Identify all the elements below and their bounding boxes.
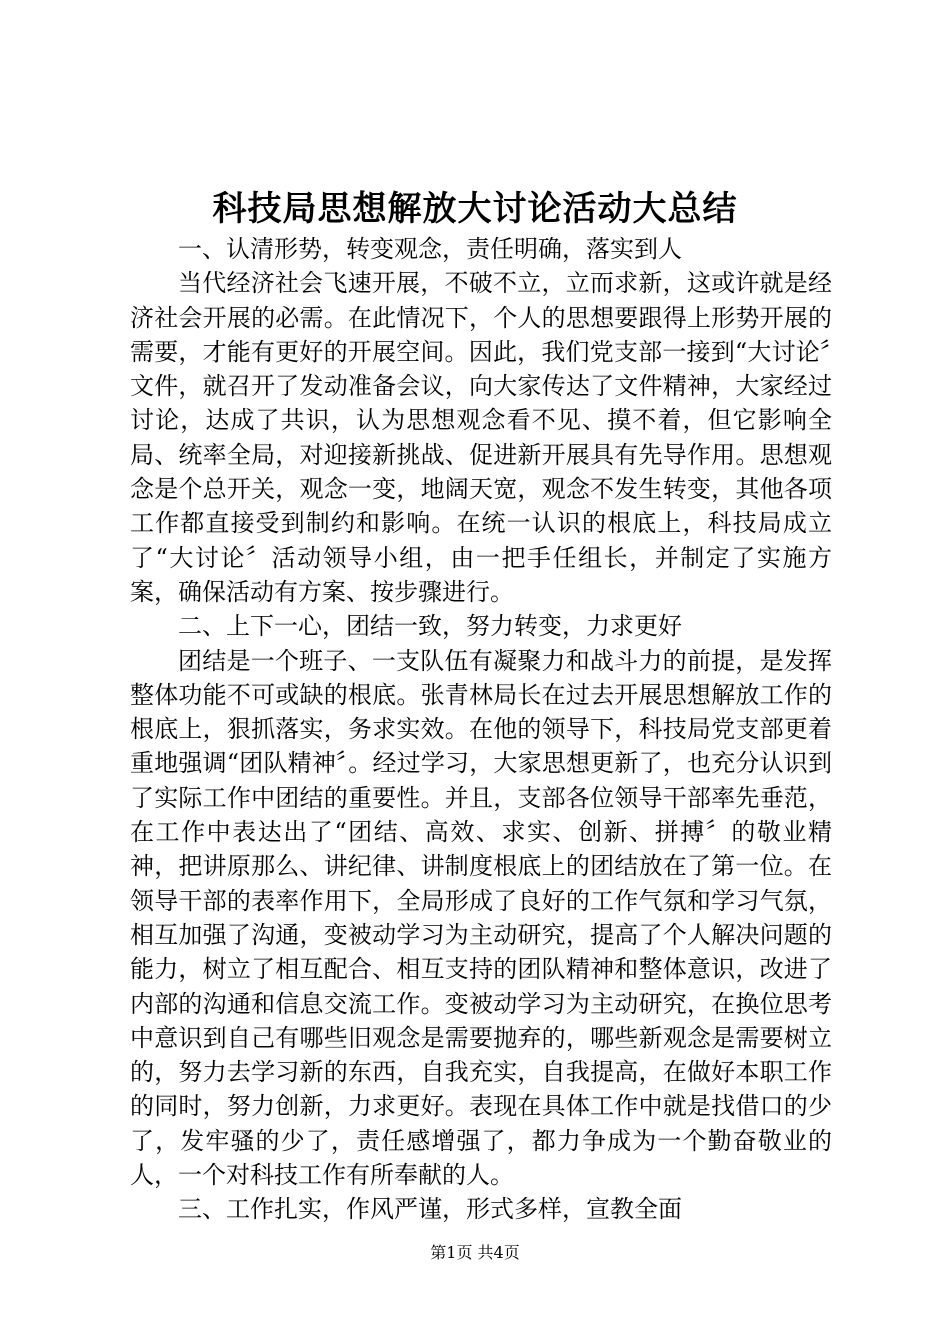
document-body xyxy=(130,232,832,1227)
body-paragraph-1: 当代经济社会飞速开展，不破不立，立而求新，这或许就是经济社会开展的必需。在此情况下，个人的思想要跟得上形势开展的需要，才能有更好的开展空间。因此，我们党支部一接到“大讨论〞文件，就召开了发动准备会议，向大家传达了文件精神，大家经过讨论，达成了共识，认为思想观念看不见、摸不着，但它影响全局、统率全局，对迎接新挑战、促进新开展具有先导作用。思想观念是个总开关，观念一变，地阔天宽，观念不发生转变，其他各项工作都直接受到制约和影响。在统一认识的根底上，科技局成立了“大讨论〞活动领导小组，由一把手任组长，并制定了实施方案，确保活动有方案、按步骤进行。 xyxy=(130,269,832,606)
section-heading-2: 二、上下一心，团结一致，努力转变，力求更好 xyxy=(178,612,682,641)
body-paragraph-2: 团结是一个班子、一支队伍有凝聚力和战斗力的前提，是发挥整体功能不可或缺的根底。张青林局长在过去开展思想解放工作的根底上，狠抓落实，务求实效。在他的领导下，科技局党支部更着重地强调“团队精神〞。经过学习，大家思想更新了，也充分认识到了实际工作中团结的重要性。并且，支部各位领导干部率先垂范，在工作中表达出了“团结、高效、求实、创新、拼搏〞的敬业精神，把讲原那么、讲纪律、讲制度根底上的团结放在了第一位。在领导干部的表率作用下，全局形成了良好的工作气氛和学习气氛，相互加强了沟通，变被动学习为主动研究，提高了个人解决问题的能力，树立了相互配合、相互支持的团队精神和整体意识，改进了内部的沟通和信息交流工作。变被动学习为主动研究，在换位思考中意识到自己有哪些旧观念是需要抛弃的，哪些新观念是需要树立的，努力去学习新的东西，自我充实，自我提高，在做好本职工作的同时，努力创新，力求更好。表现在具体工作中就是找借口的少了，发牢骚的少了，责任感增强了，都力争成为一个勤奋敬业的人，一个对科技工作有所奉献的人。 xyxy=(130,646,832,1190)
section-heading-1: 一、认清形势，转变观念，责任明确，落实到人 xyxy=(178,235,682,263)
section-heading-3: 三、工作扎实，作风严谨，形式多样，宣教全面 xyxy=(178,1195,682,1224)
document-title: 科技局思想解放大讨论活动大总结 xyxy=(212,189,738,229)
page-number-footer: 第1页 共4页 xyxy=(430,1243,520,1262)
